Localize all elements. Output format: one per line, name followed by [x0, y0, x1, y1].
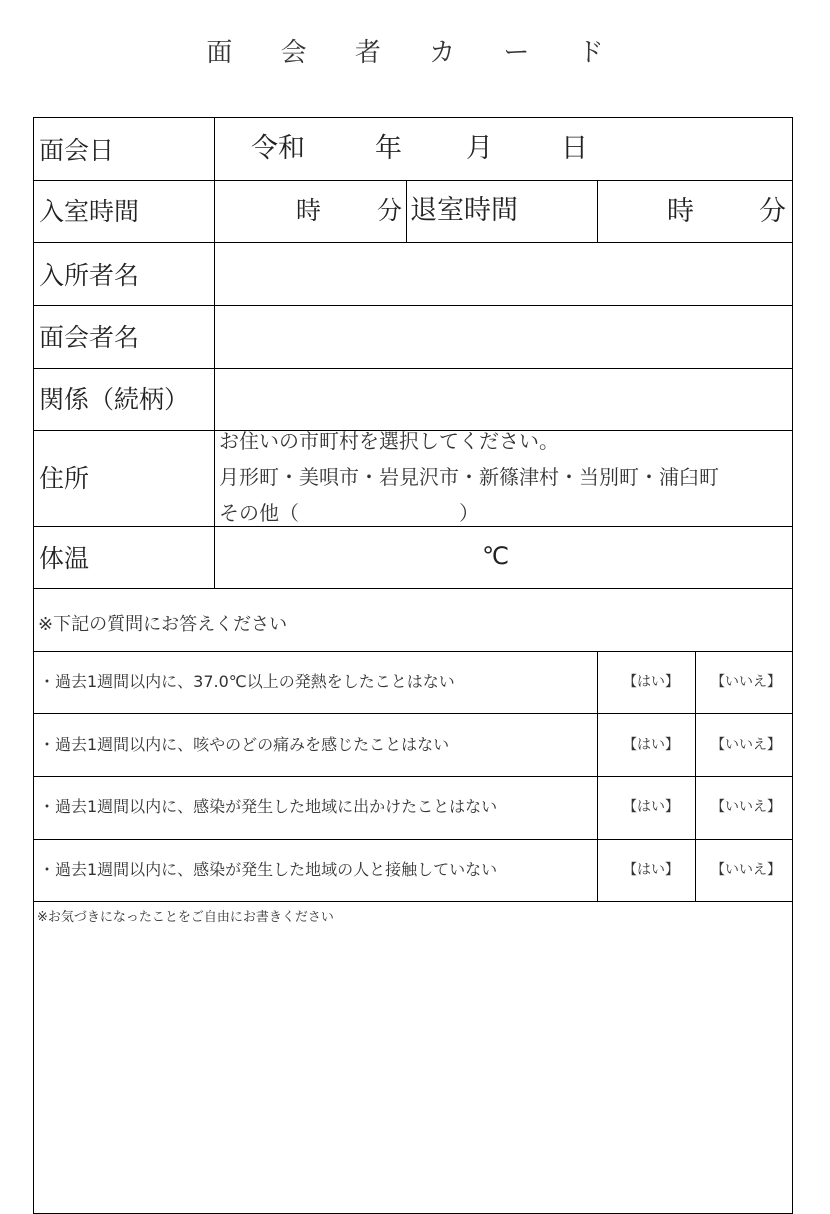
exit-hour-field[interactable]: 時 [667, 196, 694, 227]
answer-yes-travel[interactable]: 【はい】 [623, 799, 679, 815]
answer-no-cough[interactable]: 【いいえ】 [711, 737, 781, 753]
address-other-field[interactable]: その他（ ） [219, 501, 479, 525]
visit-date-year-field[interactable]: 年 [375, 133, 402, 164]
question-contact: ・過去1週間以内に、感染が発生した地域の人と接触していない [39, 860, 498, 879]
temperature-label: 体温 [39, 544, 90, 573]
answer-column-divider [597, 651, 598, 901]
row-divider [34, 651, 792, 652]
visit-date-era: 令和 [251, 133, 305, 164]
row-divider [34, 901, 792, 902]
row-divider [34, 839, 792, 840]
answer-no-contact[interactable]: 【いいえ】 [711, 862, 781, 878]
row-divider [34, 180, 792, 181]
answer-yes-contact[interactable]: 【はい】 [623, 862, 679, 878]
row-divider [34, 588, 792, 589]
address-options[interactable]: 月形町・美唄市・岩見沢市・新篠津村・当別町・浦臼町 [219, 465, 719, 489]
time-divider [406, 180, 407, 242]
answer-no-travel[interactable]: 【いいえ】 [711, 799, 781, 815]
visitor-card-form [33, 117, 793, 1214]
answer-column-divider [695, 651, 696, 901]
entry-minute-field[interactable]: 分 [377, 196, 403, 225]
time-divider [597, 180, 598, 242]
visitor-name-label: 面会者名 [39, 323, 140, 352]
question-cough: ・過去1週間以内に、咳やのどの痛みを感じたことはない [39, 735, 450, 754]
address-label: 住所 [39, 464, 90, 493]
row-divider [34, 713, 792, 714]
entry-hour-field[interactable]: 時 [296, 196, 322, 225]
question-fever: ・過去1週間以内に、37.0℃以上の発熱をしたことはない [39, 672, 455, 691]
resident-name-label: 入所者名 [39, 261, 140, 290]
comments-label: ※お気づきになったことをご自由にお書きください [37, 910, 334, 925]
exit-time-label: 退室時間 [410, 195, 518, 226]
answer-yes-fever[interactable]: 【はい】 [623, 674, 679, 690]
visit-date-label: 面会日 [39, 136, 115, 165]
questionnaire-instruction: ※下記の質問にお答えください [38, 614, 288, 635]
row-divider [34, 526, 792, 527]
row-divider [34, 776, 792, 777]
page-title: 面 会 者 カ ー ド [206, 38, 624, 68]
visit-date-day-field[interactable]: 日 [561, 133, 588, 164]
exit-minute-field[interactable]: 分 [759, 196, 786, 227]
resident-name-field[interactable] [215, 243, 793, 305]
relation-field[interactable] [215, 369, 793, 430]
answer-no-fever[interactable]: 【いいえ】 [711, 674, 781, 690]
entry-time-label: 入室時間 [39, 197, 140, 226]
relation-label: 関係（続柄） [39, 385, 190, 414]
visitor-name-field[interactable] [215, 306, 793, 368]
address-prompt: お住いの市町村を選択してください。 [219, 429, 559, 453]
question-travel: ・過去1週間以内に、感染が発生した地域に出かけたことはない [39, 797, 498, 816]
visit-date-month-field[interactable]: 月 [466, 133, 493, 164]
answer-yes-cough[interactable]: 【はい】 [623, 737, 679, 753]
temperature-unit: ℃ [482, 542, 509, 570]
comments-field[interactable] [35, 924, 791, 1212]
